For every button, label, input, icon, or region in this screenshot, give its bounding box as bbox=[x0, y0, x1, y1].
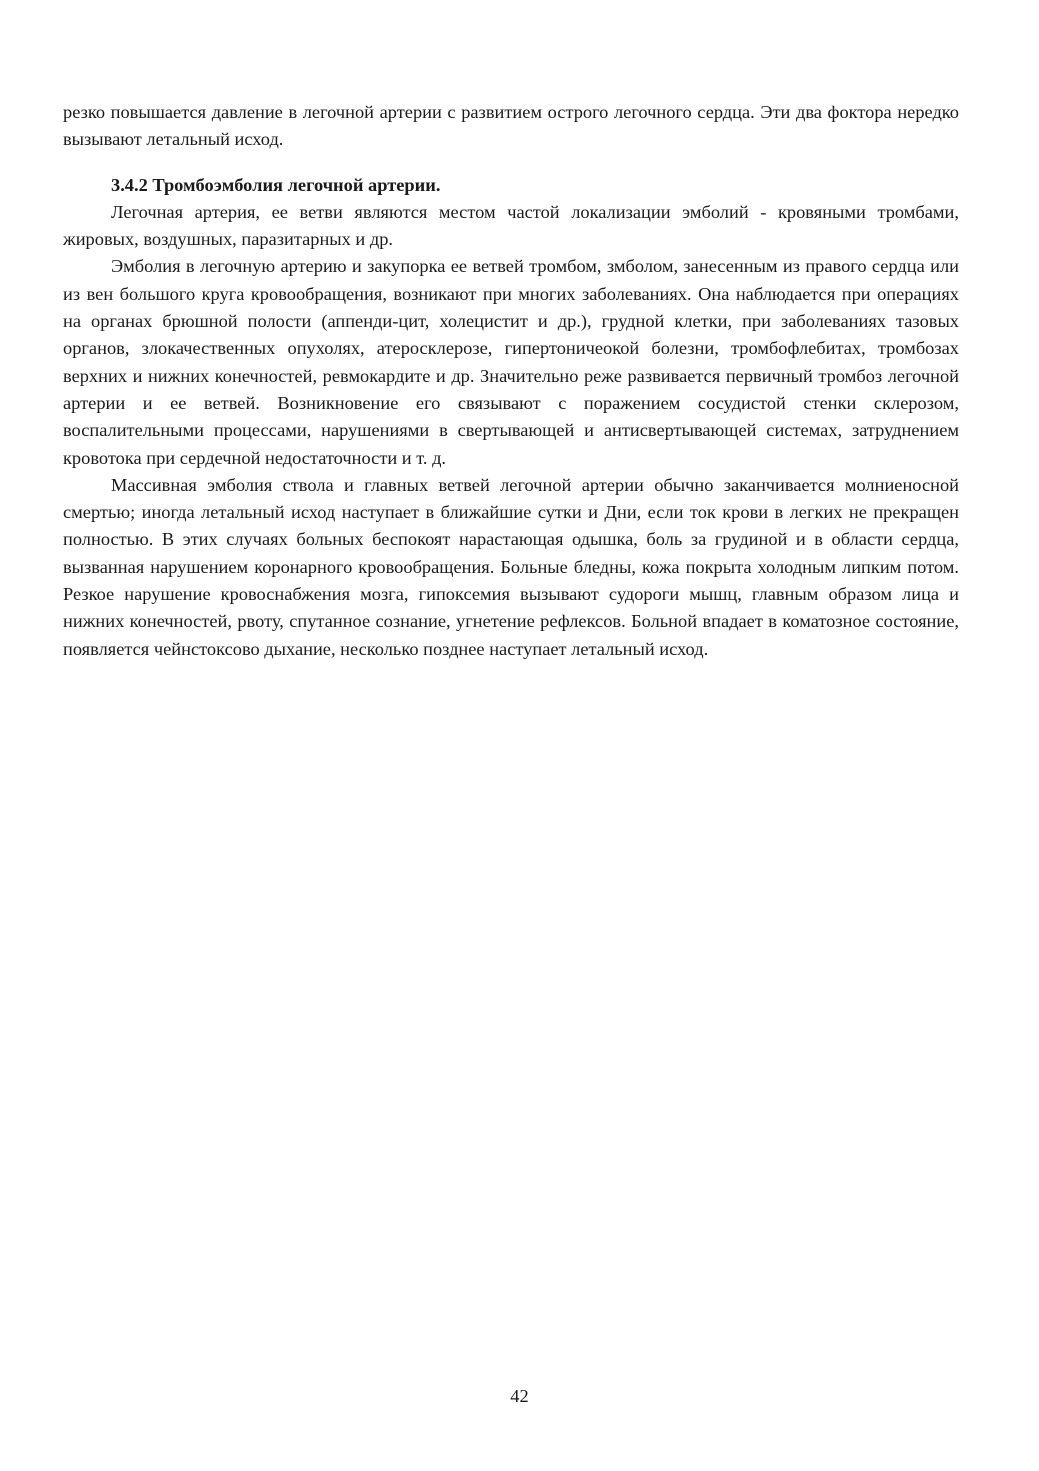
page-number: 42 bbox=[510, 1386, 529, 1406]
section-heading: 3.4.2 Тромбоэмболия легочной артерии. bbox=[111, 174, 441, 195]
paragraph-continuation: резко повышается давление в легочной артерии с развитием острого легочного сердца. Эти два фоктора нередко вызывают летальный исход. bbox=[63, 102, 959, 150]
paragraph-2: Эмболия в легочную артерию и закупорка ее ветвей тромбом, змболом, занесенным из правого сердца или из вен большого круга кровообращения, возникают при многих заболеваниях. Она наблюдается при операциях на органах брюшной полости (аппенди-цит, холецистит и др.), грудной клетки, при заболеваниях тазовых органов, злокачественных опухолях, атеросклерозе, гипертоничеокой болезни, тромбофлебитах, тромбозах верхних и нижних конечностей, ревмокардите и др. Значительно реже развивается первичный тромбоз легочной артерии и ее ветвей. Возникновение его связывают с поражением сосудистой стенки склерозом, воспалительными процессами, нарушениями в свертывающей и антисвертывающей системах, затруднением кровотока при сердечной недостаточности и т. д. bbox=[63, 256, 959, 468]
page-body bbox=[63, 99, 959, 663]
paragraph-3: Массивная эмболия ствола и главных ветвей легочной артерии обычно заканчивается молниеносной смертью; иногда летальный исход наступает в ближайшие сутки и Дни, если ток крови в легких не прекращен полностью. В этих случаях больных беспокоят нарастающая одышка, боль за грудиной и в области сердца, вызванная нарушением коронарного кровообращения. Больные бледны, кожа покрыта холодным липким потом. Резкое нарушение кровоснабжения мозга, гипоксемия вызывают судороги мышц, главным образом лица и нижних конечностей, рвоту, спутанное сознание, угнетение рефлексов. Больной впадает в коматозное состояние, появляется чейнстоксово дыхание, несколько позднее наступает летальный исход. bbox=[63, 474, 959, 659]
paragraph-1: Легочная артерия, ее ветви являются местом частой локализации эмболий - кровяными тромбами, жировых, воздушных, паразитарных и др. bbox=[63, 201, 959, 250]
